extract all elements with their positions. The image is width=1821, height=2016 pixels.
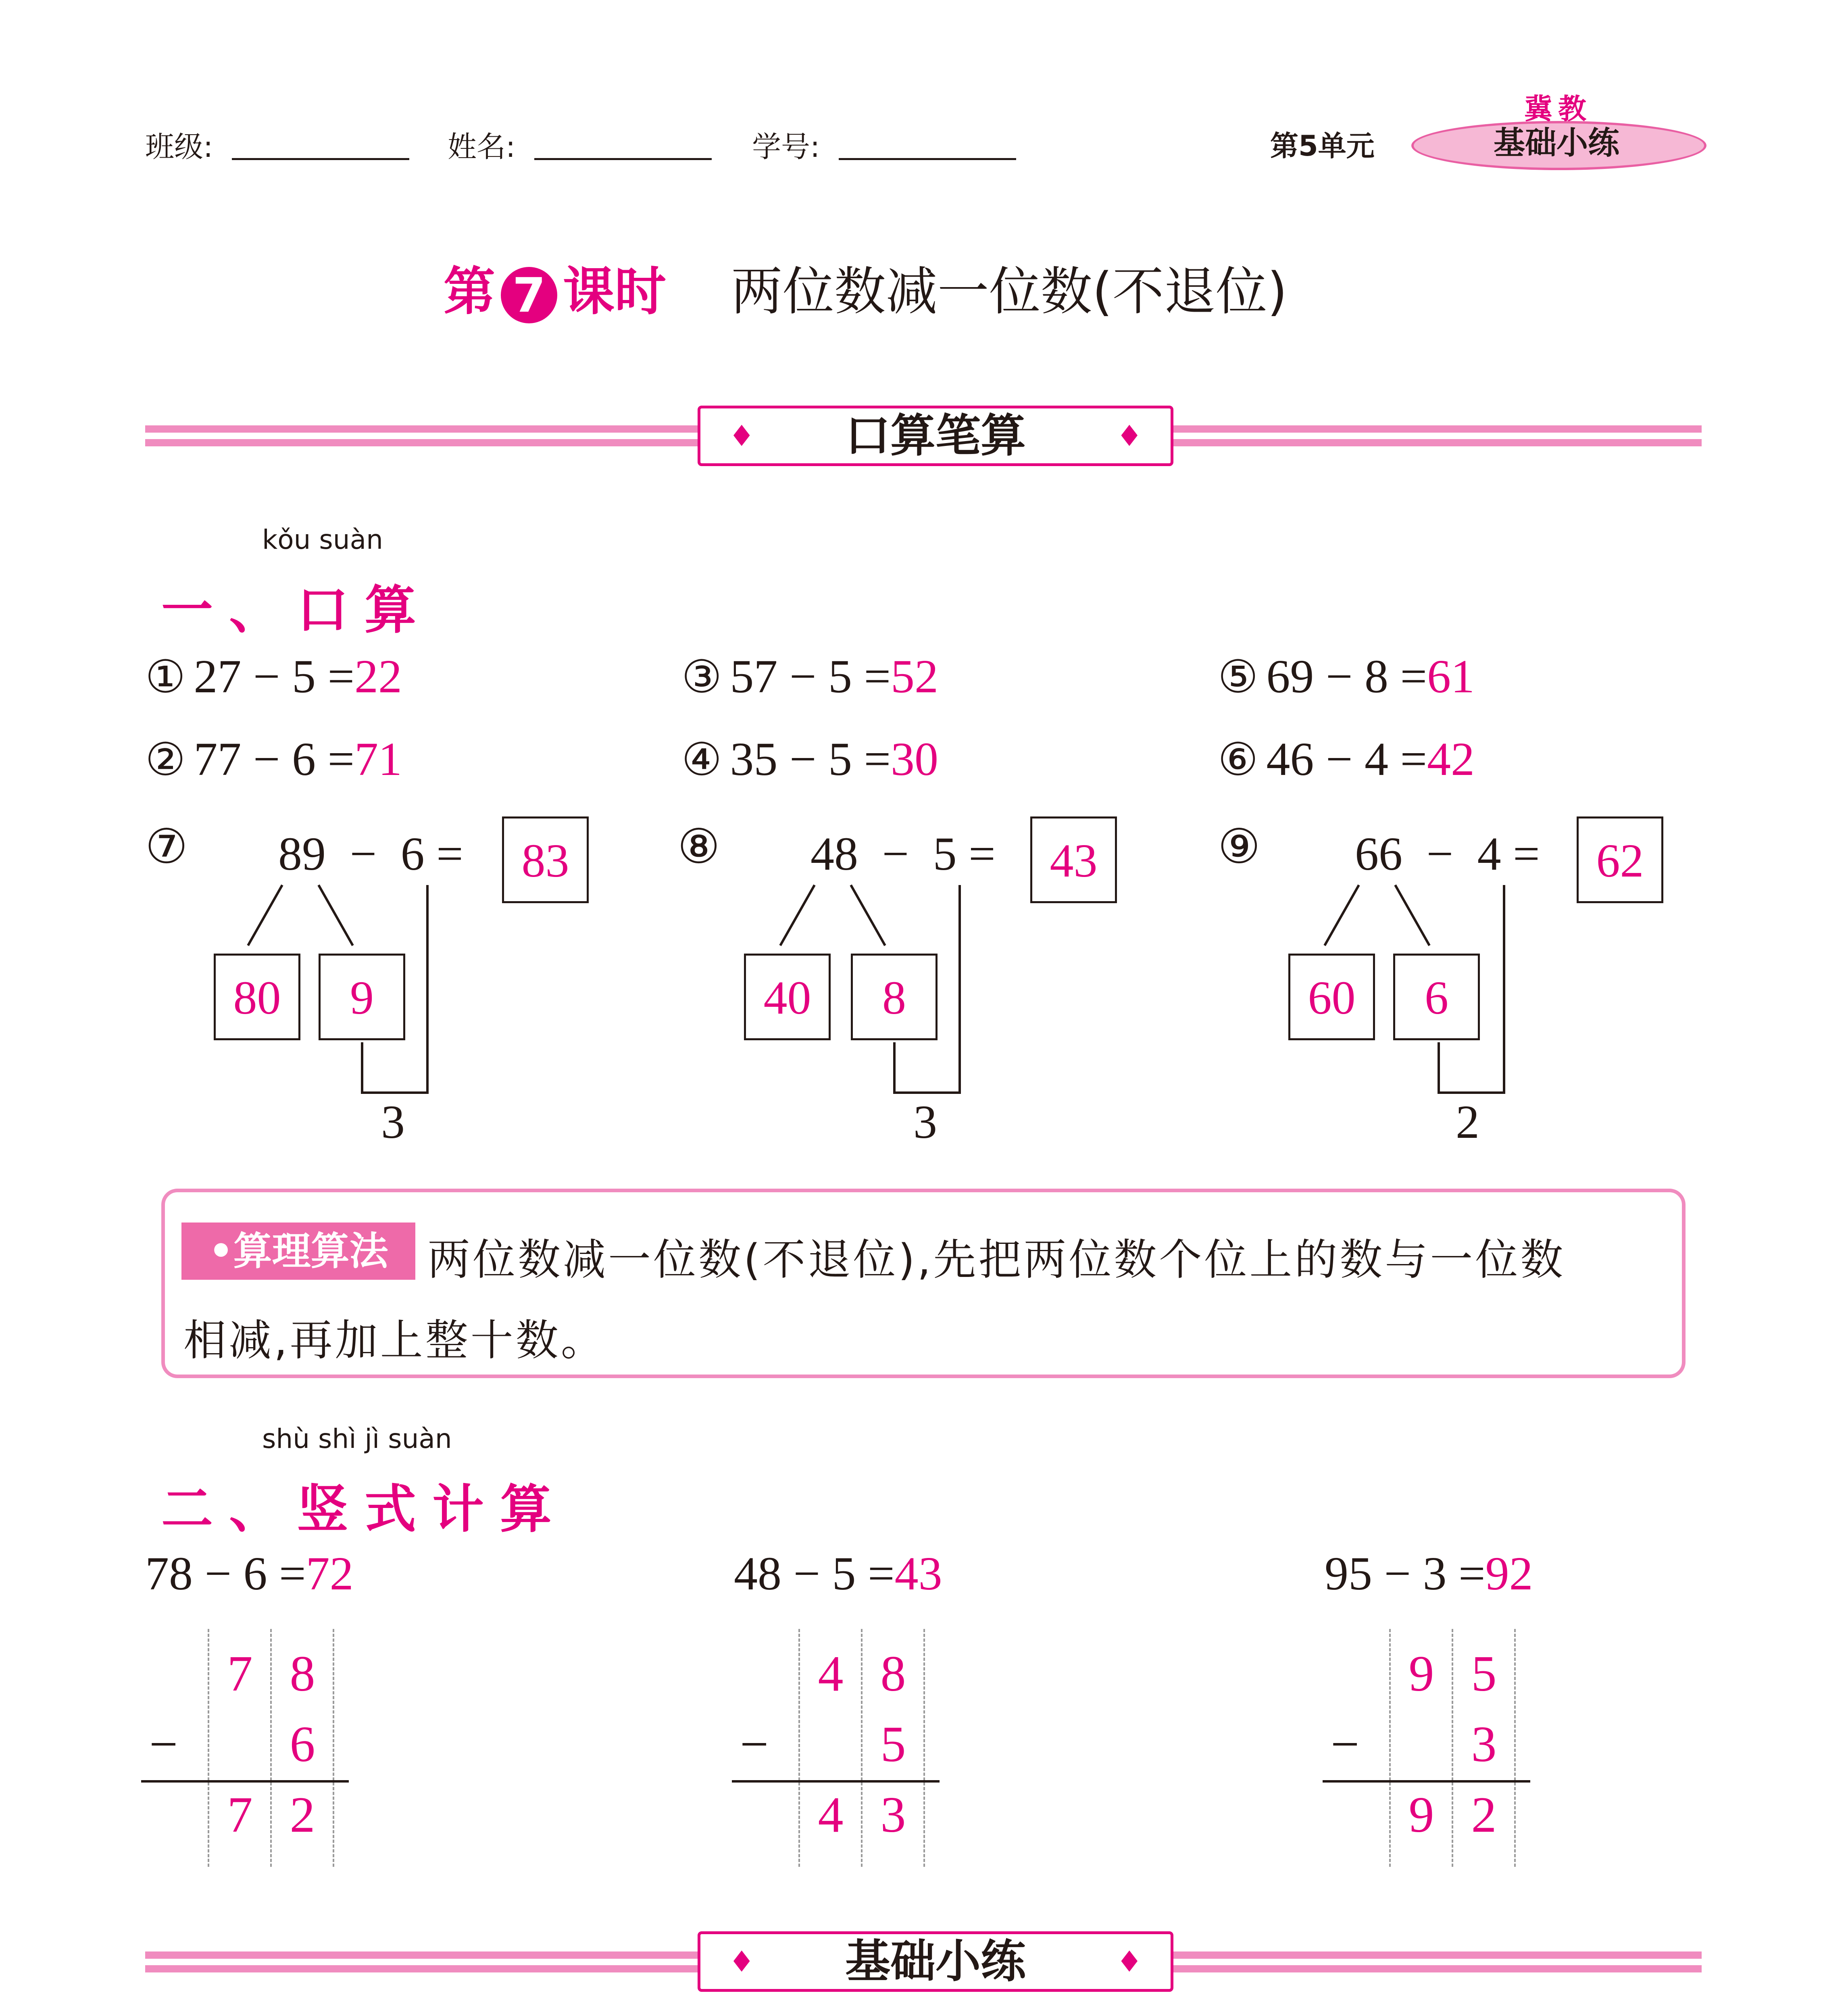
answer: 92 [1485, 1547, 1533, 1600]
answer: 61 [1427, 650, 1475, 703]
lesson-topic: 两位数减一位数(不退位) [731, 262, 1288, 322]
method-tip-label: •算理算法 [181, 1223, 415, 1280]
column-guide [923, 1629, 925, 1867]
column-guide [1514, 1629, 1516, 1867]
column-guide [1452, 1629, 1453, 1867]
difference-7: 3 [381, 1095, 405, 1148]
digit: 3 [1471, 1716, 1497, 1772]
diamond-icon: ♦ [1116, 1945, 1142, 1979]
oral-item-1: ① 27 − 5 =22 [145, 650, 402, 703]
result-box-7: 83 [502, 816, 589, 903]
publisher-label: 冀教 [1524, 92, 1592, 125]
result-line [732, 1780, 940, 1783]
minus-sign: − [149, 1716, 178, 1772]
column-guide [333, 1629, 334, 1867]
vertical-problem-1: 78 − 6 =72 [145, 1547, 354, 1600]
oral-item-4: ④ 35 − 5 =30 [681, 733, 939, 785]
tree-num-7: ⑦ [145, 821, 188, 873]
column-guide [798, 1629, 800, 1867]
tree-num-9: ⑨ [1218, 821, 1261, 873]
tree-expr-9: 66 − 4 = [1355, 827, 1540, 880]
digit: 2 [1471, 1787, 1497, 1843]
column-guide [861, 1629, 863, 1867]
diamond-icon: ♦ [729, 419, 755, 453]
digit: 7 [227, 1787, 253, 1843]
answer: 43 [894, 1547, 942, 1600]
lesson-prefix: 第 [444, 262, 496, 322]
minus-sign: − [740, 1716, 769, 1772]
digit: 2 [290, 1787, 315, 1843]
section-banner-basic-practice [698, 1931, 1173, 1992]
oral-item-3: ③ 57 − 5 =52 [681, 650, 939, 703]
lesson-number: 7 [501, 267, 557, 323]
column-guide [270, 1629, 272, 1867]
digit: 9 [1408, 1646, 1434, 1702]
unit-label: 第5单元 [1270, 129, 1375, 162]
ones-box-7: 9 [319, 954, 405, 1040]
banner-title: 基础小练 [845, 1935, 1026, 1988]
ones-box-9: 6 [1393, 954, 1480, 1040]
result-line [1323, 1780, 1530, 1783]
answer: 72 [306, 1547, 354, 1600]
digit: 4 [818, 1646, 844, 1702]
digit: 5 [1471, 1646, 1497, 1702]
tens-box-8: 40 [744, 954, 831, 1040]
digit: 4 [818, 1787, 844, 1843]
tree-num-8: ⑧ [677, 821, 720, 873]
digit: 5 [880, 1716, 906, 1772]
tens-box-7: 80 [214, 954, 300, 1040]
banner-title: 口算笔算 [845, 410, 1026, 462]
student-id-label: 学号: [752, 130, 820, 164]
digit: 8 [290, 1646, 315, 1702]
digit: 3 [880, 1787, 906, 1843]
oral-pinyin: kǒu suàn [262, 524, 383, 555]
answer: 30 [891, 733, 939, 785]
digit: 6 [290, 1716, 315, 1772]
column-guide [208, 1629, 209, 1867]
digit: 7 [227, 1646, 253, 1702]
lesson-suffix: 课时 [563, 262, 667, 322]
vertical-pinyin: shù shì jì suàn [262, 1423, 452, 1454]
name-label: 姓名: [448, 130, 516, 164]
vertical-problem-2: 48 − 5 =43 [734, 1547, 942, 1600]
tree-expr-8: 48 − 5 = [810, 827, 996, 880]
oral-item-6: ⑥ 46 − 4 =42 [1218, 733, 1475, 785]
vertical-heading: 二、竖式计算 [161, 1479, 568, 1539]
result-line [141, 1780, 349, 1783]
class-label: 班级: [145, 130, 213, 164]
minus-sign: − [1331, 1716, 1360, 1772]
tree-expr-7: 89 − 6 = [278, 827, 463, 880]
diamond-icon: ♦ [1116, 419, 1142, 453]
result-box-9: 62 [1577, 816, 1663, 903]
oral-item-2: ② 77 − 6 =71 [145, 733, 402, 785]
oral-heading: 一、口算 [161, 580, 433, 640]
column-guide [1389, 1629, 1391, 1867]
answer: 52 [891, 650, 939, 703]
answer: 71 [354, 733, 402, 785]
result-box-8: 43 [1030, 816, 1117, 903]
digit: 8 [880, 1646, 906, 1702]
difference-9: 2 [1456, 1095, 1479, 1148]
series-name: 基础小练 [1493, 125, 1619, 161]
ones-box-8: 8 [851, 954, 938, 1040]
diamond-icon: ♦ [729, 1945, 755, 1979]
answer: 42 [1427, 733, 1475, 785]
method-tip-line-1: 两位数减一位数(不退位),先把两位数个位上的数与一位数 [427, 1235, 1566, 1285]
method-tip-line-2: 相减,再加上整十数。 [183, 1316, 606, 1365]
tens-box-9: 60 [1288, 954, 1375, 1040]
vertical-problem-3: 95 − 3 =92 [1325, 1547, 1533, 1600]
answer: 22 [354, 650, 402, 703]
digit: 9 [1408, 1787, 1434, 1843]
oral-item-5: ⑤ 69 − 8 =61 [1218, 650, 1475, 703]
difference-8: 3 [913, 1095, 937, 1148]
